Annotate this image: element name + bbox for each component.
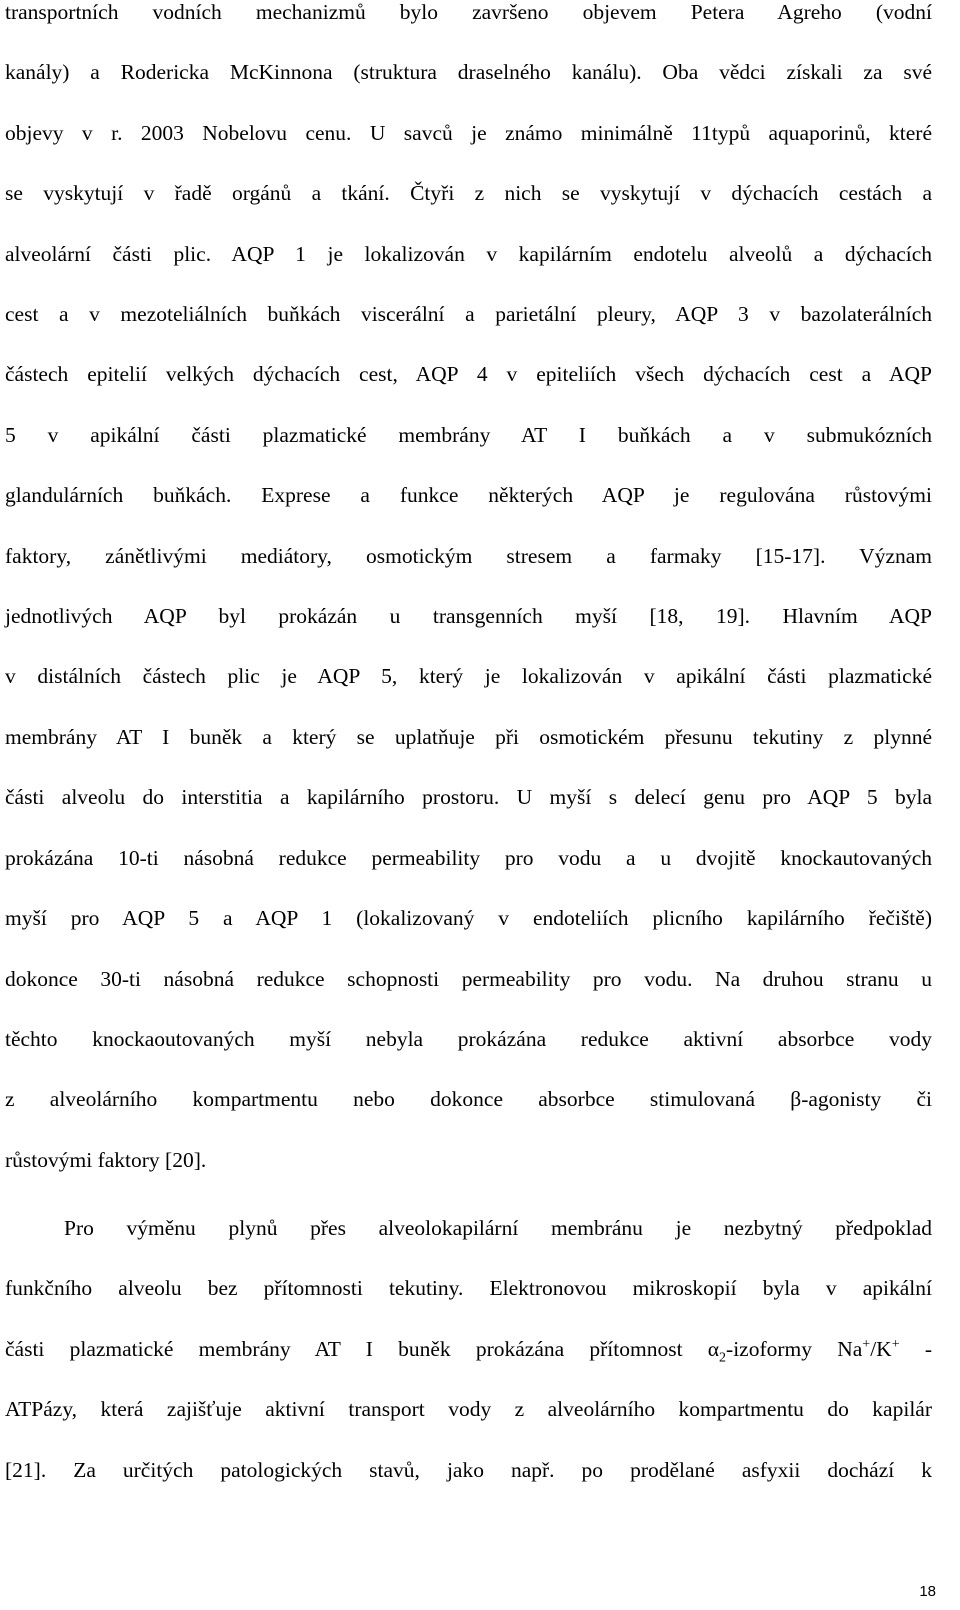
superscript-plus: + bbox=[891, 1336, 900, 1352]
text-line: 5 v apikální části plazmatické membrány AT I buňkách a v submukózních bbox=[5, 422, 932, 447]
text-segment: -izoformy Na bbox=[726, 1336, 863, 1361]
body-paragraph-gas-exchange bbox=[5, 1198, 932, 1500]
text-segment: části plazmatické membrány AT I buněk prokázána přítomnost α bbox=[5, 1336, 720, 1361]
text-line: membrány AT I buněk a který se uplatňuje při osmotickém přesunu tekutiny z plynné bbox=[5, 724, 932, 749]
text-segment: /K bbox=[870, 1336, 892, 1361]
text-line: objevy v r. 2003 Nobelovu cenu. U savců je známo minimálně 11typů aquaporinů, které bbox=[5, 120, 932, 145]
text-segment: - bbox=[899, 1336, 932, 1361]
text-line: faktory, zánětlivými mediátory, osmotickým stresem a farmaky [15-17]. Význam bbox=[5, 543, 932, 568]
superscript-plus: + bbox=[862, 1336, 871, 1352]
subscript-two: 2 bbox=[719, 1350, 727, 1366]
text-line: ATPázy, která zajišťuje aktivní transport vody z alveolárního kompartmentu do kapilár bbox=[5, 1397, 932, 1422]
text-line: z alveolárního kompartmentu nebo dokonce absorbce stimulovaná β-agonisty či bbox=[5, 1087, 932, 1112]
text-line: růstovými faktory [20]. bbox=[5, 1147, 207, 1172]
text-line: jednotlivých AQP byl prokázán u transgenních myší [18, 19]. Hlavním AQP bbox=[5, 604, 932, 629]
text-line: alveolární části plic. AQP 1 je lokalizován v kapilárním endotelu alveolů a dýchacích bbox=[5, 241, 932, 266]
text-line: části alveolu do interstitia a kapilárního prostoru. U myší s delecí genu pro AQP 5 byla bbox=[5, 785, 932, 810]
text-line: funkčního alveolu bez přítomnosti tekutiny. Elektronovou mikroskopií byla v apikální bbox=[5, 1276, 932, 1301]
text-line: těchto knockaoutovaných myší nebyla prokázána redukce aktivní absorbce vody bbox=[5, 1026, 932, 1051]
text-line: myší pro AQP 5 a AQP 1 (lokalizovaný v endoteliích plicního kapilárního řečiště) bbox=[5, 906, 932, 931]
text-line: dokonce 30-ti násobná redukce schopnosti permeability pro vodu. Na druhou stranu u bbox=[5, 966, 932, 991]
text-line-with-formula bbox=[5, 1319, 932, 1379]
text-line: Pro výměnu plynů přes alveolokapilární membránu je nezbytný předpoklad bbox=[64, 1216, 932, 1240]
body-paragraph-aquaporins bbox=[5, 0, 932, 1190]
text-line: v distálních částech plic je AQP 5, který je lokalizován v apikální části plazmatické bbox=[5, 664, 932, 689]
text-line: [21]. Za určitých patologických stavů, jako např. po prodělané asfyxii dochází k bbox=[5, 1457, 932, 1482]
text-line: částech epitelií velkých dýchacích cest, AQP 4 v epiteliích všech dýchacích cest a AQP bbox=[5, 362, 932, 387]
text-line: prokázána 10-ti násobná redukce permeability pro vodu a u dvojitě knockautovaných bbox=[5, 845, 932, 870]
page-number: 18 bbox=[919, 1583, 936, 1600]
text-line: cest a v mezoteliálních buňkách viscerální a parietální pleury, AQP 3 v bazolaterálních bbox=[5, 302, 932, 327]
text-line: kanály) a Rodericka McKinnona (struktura draselného kanálu). Oba vědci získali za své bbox=[5, 60, 932, 85]
text-line: se vyskytují v řadě orgánů a tkání. Čtyři z nich se vyskytují v dýchacích cestách a bbox=[5, 181, 932, 206]
text-line: transportních vodních mechanizmů bylo završeno objevem Petera Agreho (vodní bbox=[5, 0, 932, 24]
text-line: glandulárních buňkách. Exprese a funkce některých AQP je regulována růstovými bbox=[5, 483, 932, 508]
